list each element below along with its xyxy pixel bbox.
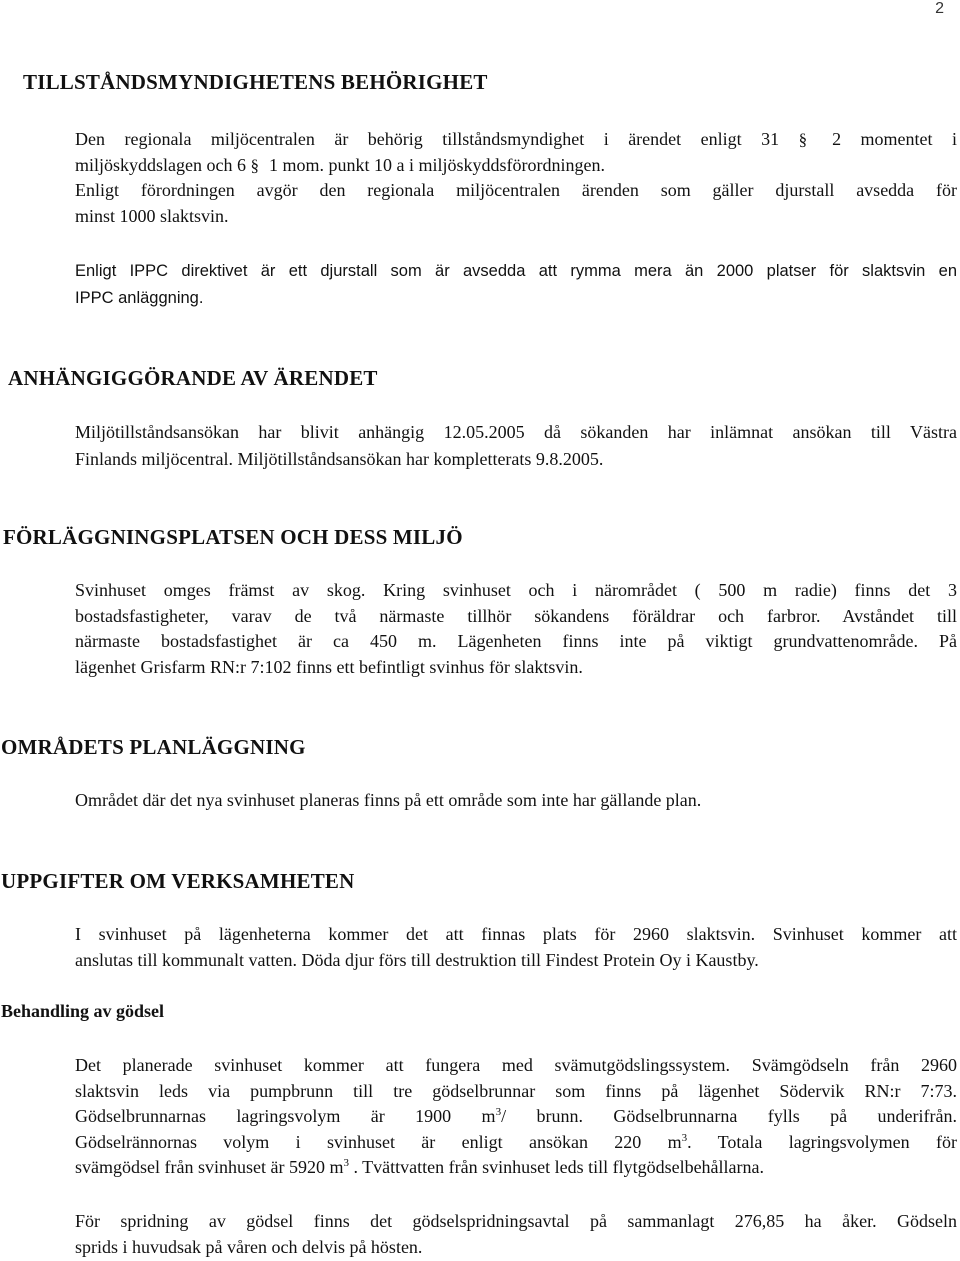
- paragraph-anhangig: [75, 419, 957, 473]
- text-line: [75, 1155, 957, 1181]
- paragraph-godsel: [75, 1053, 957, 1181]
- text-line: slaktsvin leds via pumpbrunn till tre gödselbrunnar som finns på lägenhet Södervik RN:r 7:73.: [75, 1080, 957, 1101]
- text-line: Det planerade svinhuset kommer att fungera med svämutgödslingssystem. Svämgödseln från 2960: [75, 1055, 957, 1075]
- paragraph-planlaggning: [75, 788, 957, 814]
- heading-planlaggning: OMRÅDETS PLANLÄGGNING: [1, 735, 306, 759]
- text-segment: . Tvättvatten från svinhuset leds till flytgödselbehållarna.: [348, 1157, 765, 1177]
- text-segment: miljöskyddslagen och 6: [75, 154, 246, 175]
- text-line: Svinhuset omges främst av skog. Kring svinhuset och i närområdet ( 500 m radie) finns det 3: [75, 580, 957, 600]
- text-line: Området där det nya svinhuset planeras finns på ett område som inte har gällande plan.: [75, 790, 702, 810]
- text-line: Finlands miljöcentral. Miljötillståndsansökan har kompletterats 9.8.2005.: [75, 449, 604, 469]
- text-line: lägenhet Grisfarm RN:r 7:102 finns ett befintligt svinhus för slaktsvin.: [75, 656, 583, 677]
- text-segment: 2 momentet i: [832, 129, 958, 149]
- heading-verksamheten: UPPGIFTER OM VERKSAMHETEN: [1, 869, 355, 893]
- paragraph-spridning: [75, 1209, 957, 1260]
- subheading-behandling-av-godsel: Behandling av gödsel: [1, 1001, 165, 1021]
- text-line: minst 1000 slaktsvin.: [75, 205, 229, 226]
- text-line: [75, 1130, 957, 1156]
- heading-tillstandsmyndighet: TILLSTÅNDSMYNDIGHETENS BEHÖRIGHET: [23, 70, 488, 94]
- text-segment: / brunn. Gödselbrunnarna fylls på underifrån.: [501, 1106, 957, 1126]
- paragraph-ippc: [75, 258, 957, 312]
- heading-anhangiggorande: ANHÄNGIGGÖRANDE AV ÄRENDET: [8, 366, 378, 390]
- text-segment: Gödselrännornas volym i svinhuset är enligt ansökan 220 m: [75, 1131, 682, 1152]
- text-line: sprids i huvudsak på våren och delvis på hösten.: [75, 1236, 423, 1257]
- text-line: I svinhuset på lägenheterna kommer det att finnas plats för 2960 slaktsvin. Svinhuset kommer att: [75, 924, 957, 944]
- text-line: [75, 1104, 957, 1130]
- text-line: anslutas till kommunalt vatten. Döda djur förs till destruktion till Findest Protein Oy i Kaustby.: [75, 949, 759, 970]
- text-segment: . Totala lagringsvolymen för: [687, 1131, 957, 1152]
- text-segment: Den regionala miljöcentralen är behörig tillståndsmyndighet i ärendet enligt 31: [75, 129, 780, 149]
- heading-forlaggningsplatsen: FÖRLÄGGNINGSPLATSEN OCH DESS MILJÖ: [3, 525, 463, 549]
- text-line: [75, 153, 957, 179]
- superscript: 3: [495, 1106, 502, 1118]
- paragraph-verksamhet: [75, 922, 957, 973]
- text-segment: svämgödsel från svinhuset är 5920 m: [75, 1157, 344, 1177]
- text-segment: 1 mom. punkt 10 a i miljöskyddsförordningen.: [268, 154, 605, 175]
- text-line: IPPC anläggning.: [75, 289, 204, 307]
- text-line: Miljötillståndsansökan har blivit anhängig 12.05.2005 då sökanden har inlämnat ansökan till Västra: [75, 422, 957, 442]
- paragraph-forlaggning: [75, 578, 957, 680]
- paragraph-behorighet: [75, 127, 957, 229]
- page-number: 2: [935, 0, 944, 17]
- superscript: 3: [343, 1157, 349, 1169]
- text-line: [75, 127, 957, 153]
- section-sign-icon: §: [250, 155, 259, 175]
- text-line: närmaste bostadsfastighet är ca 450 m. Lägenheten finns inte på viktigt grundvattenområde. På: [75, 631, 957, 651]
- superscript: 3: [681, 1131, 688, 1144]
- section-sign-icon: §: [798, 130, 808, 149]
- text-segment: Gödselbrunnarnas lagringsvolym är 1900 m: [75, 1106, 496, 1126]
- text-line: För spridning av gödsel finns det gödselspridningsavtal på sammanlagt 276,85 ha åker. Gödseln: [75, 1211, 957, 1231]
- text-line: bostadsfastigheter, varav de två närmaste tillhör sökandens föräldrar och farbror. Avståndet till: [75, 605, 957, 626]
- text-line: Enligt förordningen avgör den regionala miljöcentralen ärenden som gäller djurstall avsedda för: [75, 180, 957, 200]
- text-line: Enligt IPPC direktivet är ett djurstall som är avsedda att rymma mera än 2000 platser för slaktsvin en: [75, 262, 957, 280]
